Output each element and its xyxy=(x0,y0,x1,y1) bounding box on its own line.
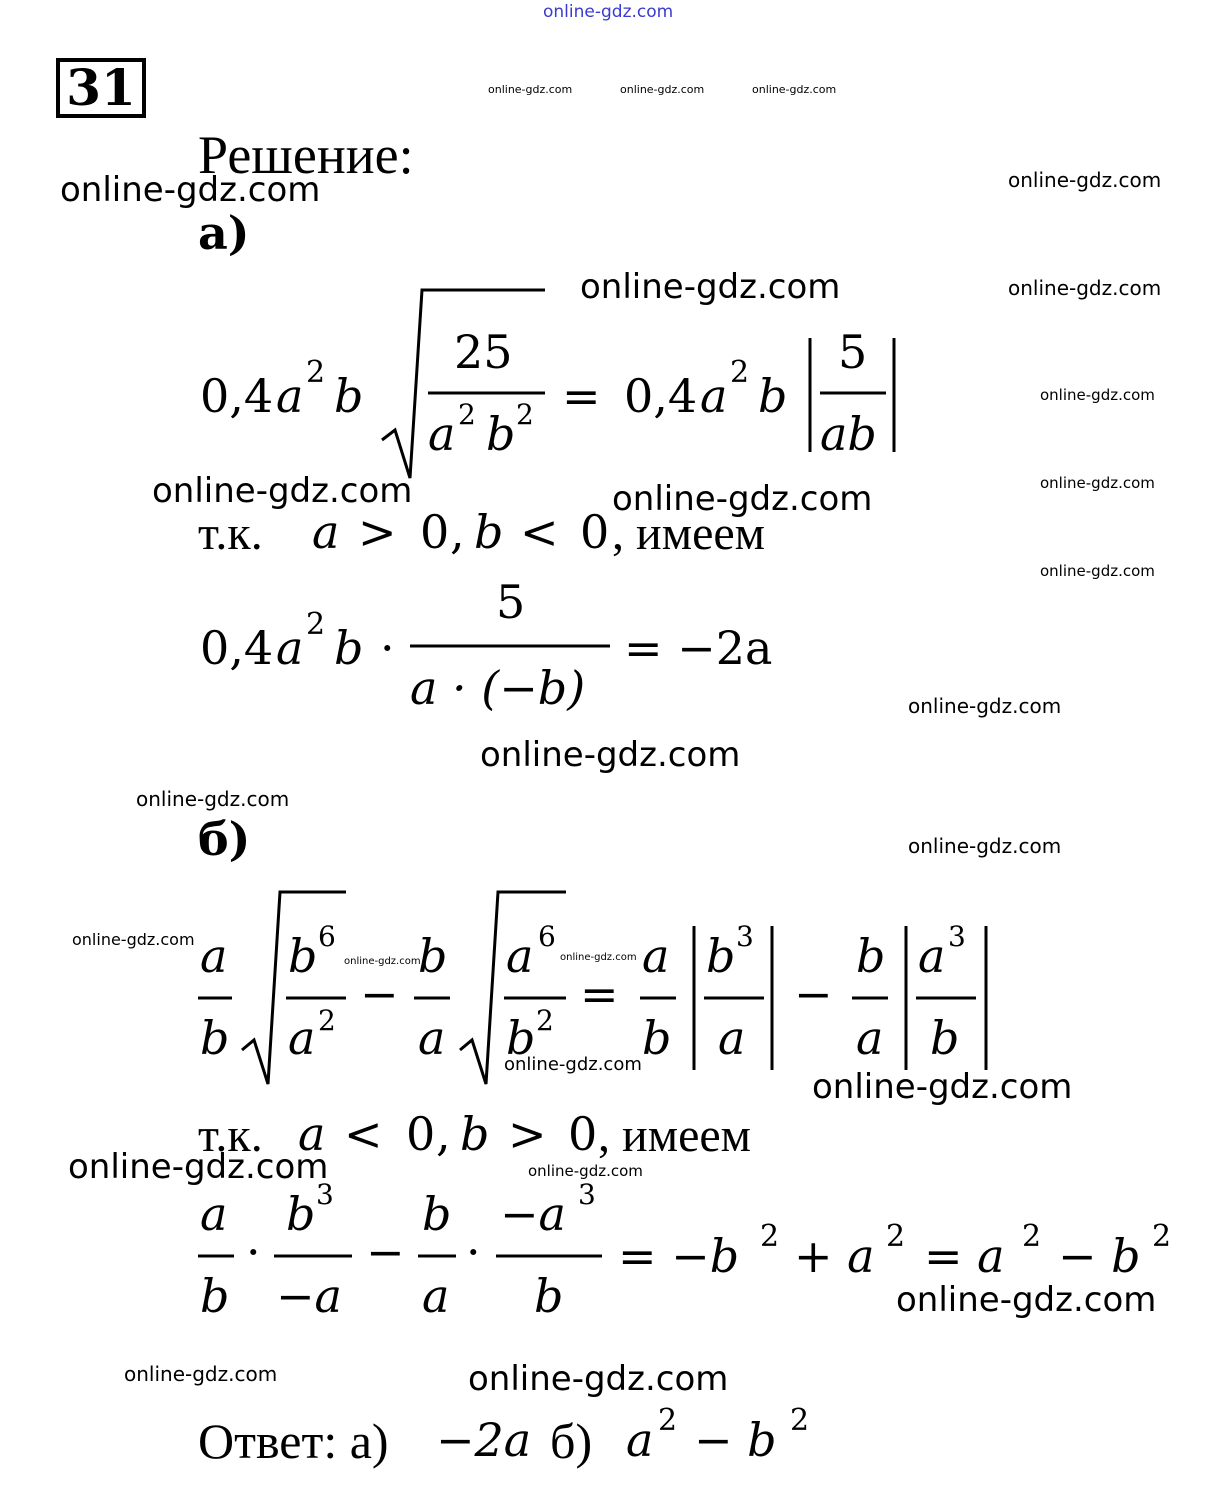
svg-text:−: − xyxy=(360,967,399,1021)
part-a-condition-prefix: т.к. xyxy=(198,507,263,560)
svg-text:6: 6 xyxy=(318,920,336,953)
watermark: online-gdz.com xyxy=(812,1067,1073,1107)
svg-text:0,4: 0,4 xyxy=(200,369,274,423)
svg-text:=: = xyxy=(562,369,601,423)
svg-text:6: 6 xyxy=(538,920,556,953)
svg-text:−a: −a xyxy=(276,1269,342,1323)
part-b-condition-prefix: т.к. xyxy=(198,1109,263,1162)
watermark: online-gdz.com xyxy=(612,479,873,519)
svg-text:2: 2 xyxy=(658,1403,678,1438)
svg-text:b: b xyxy=(534,1269,564,1323)
svg-text:25: 25 xyxy=(454,325,513,379)
svg-text:− b: − b xyxy=(1058,1229,1141,1283)
svg-text:= a: = a xyxy=(924,1229,1005,1283)
svg-text:2: 2 xyxy=(306,355,326,390)
svg-text:0: 0 xyxy=(420,505,450,559)
svg-text:a: a xyxy=(276,621,304,675)
svg-text:b: b xyxy=(506,1011,536,1065)
watermark: online-gdz.com xyxy=(1040,562,1155,580)
svg-text:b: b xyxy=(288,929,318,983)
svg-text:+ a: + a xyxy=(794,1229,875,1283)
svg-text:5: 5 xyxy=(838,325,868,379)
part-b-condition-suffix: , имеем xyxy=(598,1109,752,1162)
svg-text:2: 2 xyxy=(318,1004,336,1037)
svg-text:a: a xyxy=(642,929,670,983)
watermark: online-gdz.com xyxy=(908,694,1062,718)
svg-text:0: 0 xyxy=(580,505,610,559)
svg-text:b: b xyxy=(486,407,516,461)
svg-text:a: a xyxy=(506,929,534,983)
svg-text:− b: − b xyxy=(694,1413,777,1467)
svg-text:0,4: 0,4 xyxy=(200,621,274,675)
watermark: online-gdz.com xyxy=(908,834,1062,858)
svg-text:2: 2 xyxy=(536,1004,554,1037)
svg-text:a: a xyxy=(422,1269,450,1323)
svg-text:>: > xyxy=(508,1107,547,1161)
svg-text:−a: −a xyxy=(500,1187,566,1241)
svg-text:3: 3 xyxy=(578,1178,596,1211)
svg-text:b: b xyxy=(930,1011,960,1065)
svg-text:·: · xyxy=(246,1225,261,1279)
watermark: online-gdz.com xyxy=(68,1147,329,1187)
watermark: online-gdz.com xyxy=(124,1362,278,1386)
watermark: online-gdz.com xyxy=(528,1162,643,1180)
svg-text:5: 5 xyxy=(496,575,526,629)
watermark: online-gdz.com xyxy=(152,471,413,511)
svg-text:b: b xyxy=(460,1107,490,1161)
svg-text:−: − xyxy=(366,1225,405,1279)
svg-text:<: < xyxy=(344,1107,383,1161)
svg-text:,: , xyxy=(450,505,465,559)
svg-text:a: a xyxy=(288,1011,316,1065)
watermark: online-gdz.com xyxy=(1008,168,1162,192)
svg-text:b: b xyxy=(200,1011,230,1065)
svg-text:·: · xyxy=(466,1225,481,1279)
svg-text:·: · xyxy=(380,621,395,675)
svg-text:a: a xyxy=(298,1107,326,1161)
svg-text:0: 0 xyxy=(406,1107,436,1161)
svg-text:3: 3 xyxy=(948,920,966,953)
watermark: online-gdz.com xyxy=(344,956,421,967)
watermark: online-gdz.com xyxy=(560,952,637,963)
svg-text:= −2a: = −2a xyxy=(624,621,773,675)
svg-text:−2a: −2a xyxy=(436,1413,532,1467)
svg-text:b: b xyxy=(334,369,364,423)
watermark: online-gdz.com xyxy=(504,1054,642,1075)
svg-text:ab: ab xyxy=(820,407,877,461)
svg-text:,: , xyxy=(436,1107,451,1161)
svg-text:a: a xyxy=(918,929,946,983)
svg-text:b: b xyxy=(418,929,448,983)
part-b-condition xyxy=(298,1107,597,1161)
part-a-equation-1 xyxy=(200,290,894,478)
watermark: online-gdz.com xyxy=(60,170,321,210)
svg-text:a: a xyxy=(700,369,728,423)
svg-text:0,4: 0,4 xyxy=(624,369,698,423)
watermark: online-gdz.com xyxy=(1040,386,1155,404)
svg-text:2: 2 xyxy=(516,398,534,431)
answer-part-b-label: б) xyxy=(550,1413,593,1469)
watermark: online-gdz.com xyxy=(468,1359,729,1399)
part-a-equation-2 xyxy=(200,575,772,715)
svg-text:b: b xyxy=(856,929,886,983)
svg-text:a: a xyxy=(718,1011,746,1065)
watermark-top: online-gdz.com xyxy=(543,2,674,22)
part-a-label: а) xyxy=(198,206,250,260)
svg-text:>: > xyxy=(358,505,397,559)
svg-text:b: b xyxy=(286,1187,316,1241)
svg-text:3: 3 xyxy=(736,920,754,953)
answer-math xyxy=(436,1403,809,1467)
svg-text:b: b xyxy=(334,621,364,675)
answer-prefix: Ответ: а) xyxy=(198,1413,389,1469)
svg-text:2: 2 xyxy=(458,398,476,431)
part-b-equation-1 xyxy=(198,892,986,1084)
svg-text:2: 2 xyxy=(760,1219,780,1254)
watermark: online-gdz.com xyxy=(488,83,573,96)
svg-text:2: 2 xyxy=(790,1403,810,1438)
svg-text:a · (−b): a · (−b) xyxy=(410,661,586,715)
svg-text:a: a xyxy=(200,929,228,983)
watermark: online-gdz.com xyxy=(480,735,741,775)
svg-text:a: a xyxy=(428,407,456,461)
svg-text:b: b xyxy=(200,1269,230,1323)
svg-text:=: = xyxy=(580,967,619,1021)
watermark: online-gdz.com xyxy=(1008,276,1162,300)
svg-text:a: a xyxy=(312,505,340,559)
svg-text:2: 2 xyxy=(1022,1219,1042,1254)
part-b-label: б) xyxy=(198,812,251,866)
svg-text:2: 2 xyxy=(730,355,750,390)
svg-text:= −b: = −b xyxy=(618,1229,740,1283)
svg-text:2: 2 xyxy=(306,607,326,642)
svg-text:<: < xyxy=(520,505,559,559)
problem-number: 31 xyxy=(56,58,146,118)
watermark: online-gdz.com xyxy=(752,83,837,96)
svg-text:a: a xyxy=(200,1187,228,1241)
svg-text:2: 2 xyxy=(1152,1219,1172,1254)
svg-text:−: − xyxy=(794,967,833,1021)
svg-text:b: b xyxy=(706,929,736,983)
svg-text:b: b xyxy=(422,1187,452,1241)
svg-text:3: 3 xyxy=(316,1178,334,1211)
watermark: online-gdz.com xyxy=(620,83,705,96)
svg-text:a: a xyxy=(856,1011,884,1065)
svg-text:a: a xyxy=(418,1011,446,1065)
svg-text:0: 0 xyxy=(568,1107,598,1161)
svg-text:b: b xyxy=(758,369,788,423)
svg-text:a: a xyxy=(276,369,304,423)
solution-heading: Решение: xyxy=(198,125,414,185)
part-a-condition-suffix: , имеем xyxy=(612,507,766,560)
watermark: online-gdz.com xyxy=(72,930,195,949)
watermark: online-gdz.com xyxy=(1040,474,1155,492)
watermark: online-gdz.com xyxy=(896,1280,1157,1320)
svg-text:b: b xyxy=(642,1011,672,1065)
watermark: online-gdz.com xyxy=(580,267,841,307)
svg-text:a: a xyxy=(626,1413,654,1467)
svg-text:2: 2 xyxy=(886,1219,906,1254)
part-b-equation-2 xyxy=(198,1178,1171,1323)
part-a-condition xyxy=(312,505,609,559)
svg-text:b: b xyxy=(474,505,504,559)
watermark: online-gdz.com xyxy=(136,787,290,811)
